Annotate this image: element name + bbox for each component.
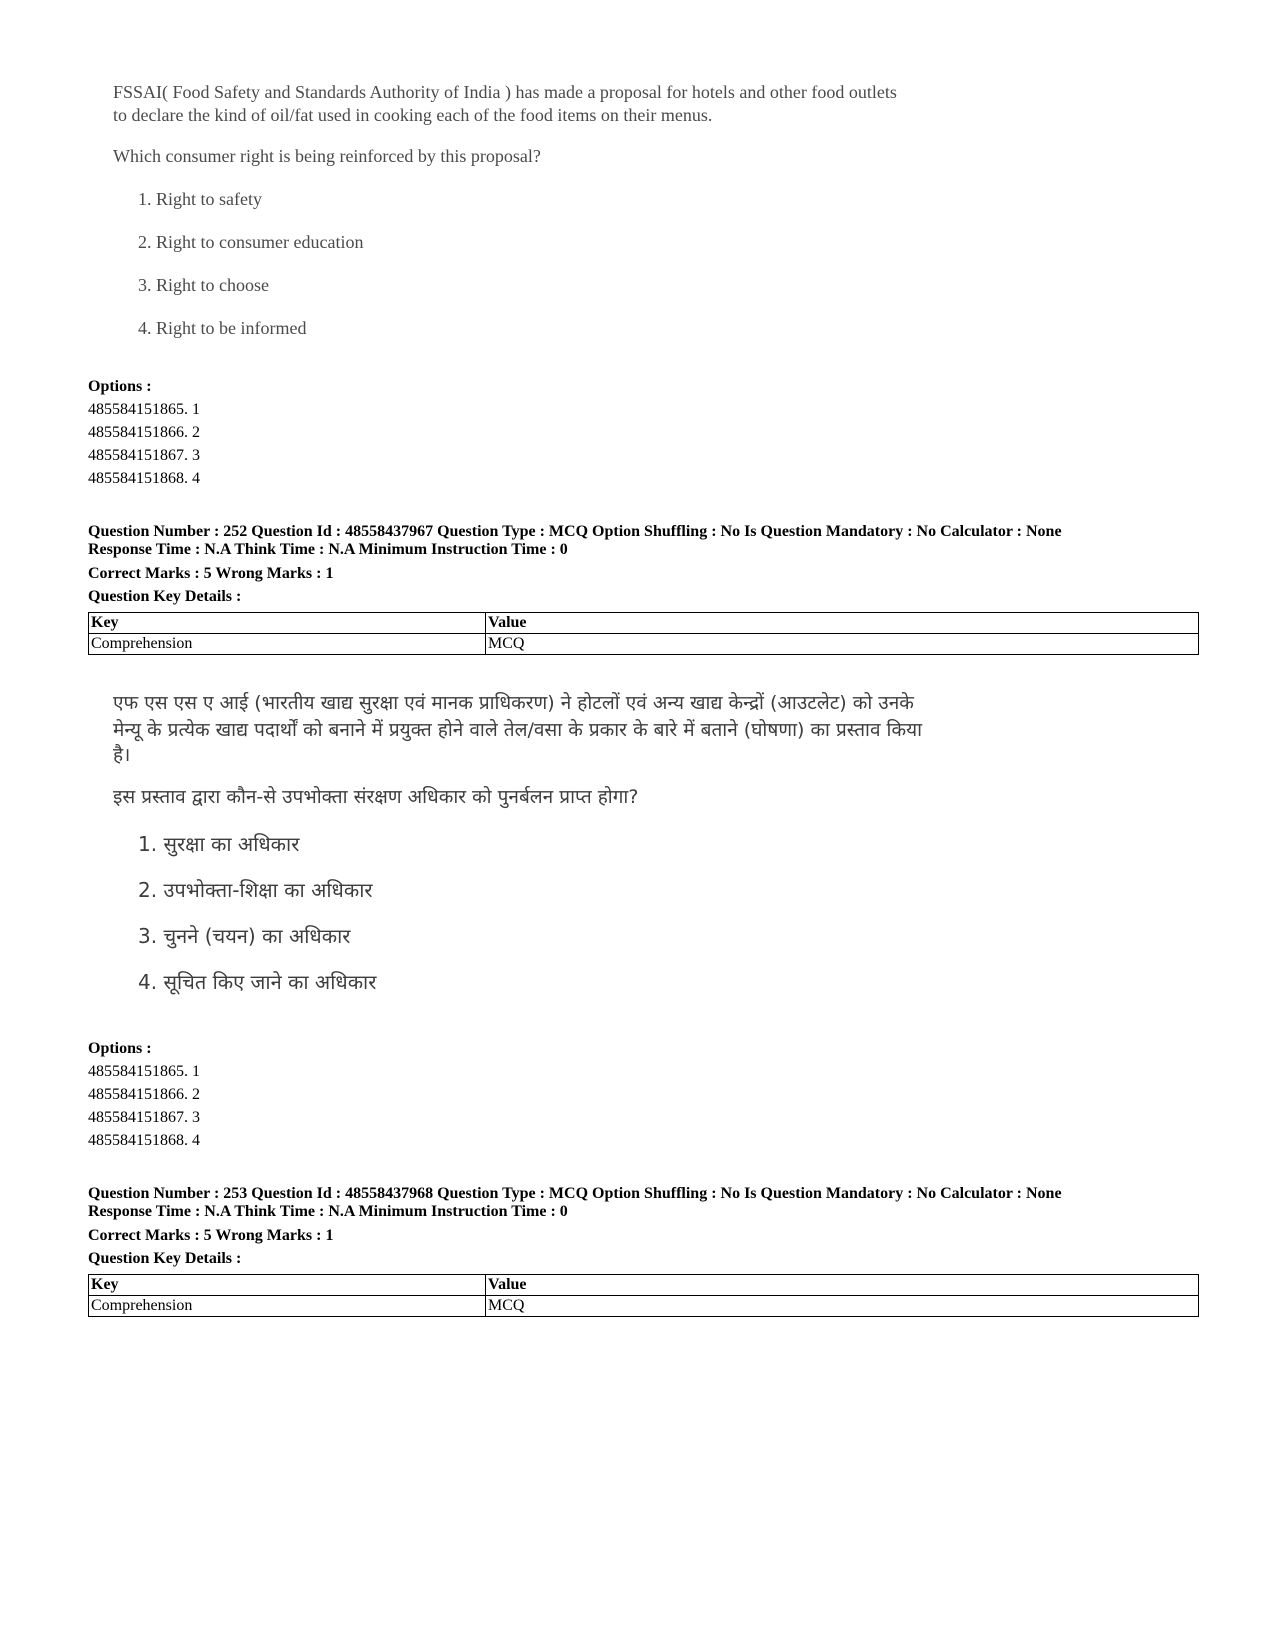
table-header-value: Value	[486, 613, 1199, 634]
table-header-row	[89, 1275, 1199, 1296]
question-intro-line: है।	[113, 744, 131, 766]
question-intro-line: to declare the kind of oil/fat used in cooking each of the food items on their menus.	[113, 105, 713, 125]
question-text: Which consumer right is being reinforced by this proposal?	[113, 146, 541, 166]
question-image-hindi	[0, 680, 1275, 1010]
question-image-english	[0, 0, 1275, 360]
question-text: इस प्रस्ताव द्वारा कौन-से उपभोक्ता संरक्षण अधिकार को पुनर्बलन प्राप्त होगा?	[113, 786, 639, 808]
table-header-row	[89, 613, 1199, 634]
option-item: 485584151865. 1	[88, 1063, 200, 1080]
option-item: 485584151868. 4	[88, 470, 200, 487]
question-choice: 1. Right to safety	[138, 189, 262, 209]
question-marks: Correct Marks : 5 Wrong Marks : 1	[88, 1227, 334, 1244]
question-choice: 4. Right to be informed	[138, 318, 307, 338]
question-intro-line: FSSAI( Food Safety and Standards Authority of India ) has made a proposal for hotels and other food outlets	[113, 82, 897, 102]
option-item: 485584151867. 3	[88, 1109, 200, 1126]
question-meta-line: Response Time : N.A Think Time : N.A Minimum Instruction Time : 0	[88, 541, 568, 558]
question-choice: 1. सुरक्षा का अधिकार	[138, 832, 300, 856]
table-cell-key: Comprehension	[89, 634, 486, 655]
question-choice: 4. सूचित किए जाने का अधिकार	[138, 970, 377, 994]
table-row	[89, 634, 1199, 655]
question-key-details-label: Question Key Details :	[88, 588, 242, 605]
question-key-table	[88, 1274, 1199, 1317]
option-item: 485584151865. 1	[88, 401, 200, 418]
question-choice: 2. उपभोक्ता-शिक्षा का अधिकार	[138, 878, 373, 902]
option-item: 485584151866. 2	[88, 1086, 200, 1103]
options-label: Options :	[88, 1040, 152, 1057]
question-meta-line: Response Time : N.A Think Time : N.A Minimum Instruction Time : 0	[88, 1203, 568, 1220]
options-label: Options :	[88, 378, 152, 395]
table-cell-value: MCQ	[486, 1296, 1199, 1317]
table-row	[89, 1296, 1199, 1317]
question-intro-line: एफ एस एस ए आई (भारतीय खाद्य सुरक्षा एवं मानक प्राधिकरण) ने होटलों एवं अन्य खाद्य केन्द्रों (आउटलेट) को उनके	[113, 692, 914, 714]
table-header-key: Key	[89, 1275, 486, 1296]
table-cell-value: MCQ	[486, 634, 1199, 655]
table-header-key: Key	[89, 613, 486, 634]
question-choice: 2. Right to consumer education	[138, 232, 364, 252]
table-cell-key: Comprehension	[89, 1296, 486, 1317]
option-item: 485584151866. 2	[88, 424, 200, 441]
question-choice: 3. Right to choose	[138, 275, 269, 295]
question-meta-line: Question Number : 252 Question Id : 48558437967 Question Type : MCQ Option Shuffling : No Is Question Mandatory : No Calculator : None	[88, 523, 1062, 540]
option-item: 485584151867. 3	[88, 447, 200, 464]
question-meta-line: Question Number : 253 Question Id : 48558437968 Question Type : MCQ Option Shuffling : No Is Question Mandatory : No Calculator : None	[88, 1185, 1062, 1202]
question-key-table	[88, 612, 1199, 655]
table-header-value: Value	[486, 1275, 1199, 1296]
question-intro-line: मेन्यू के प्रत्येक खाद्य पदार्थों को बनाने में प्रयुक्त होने वाले तेल/वसा के प्रकार के बारे में बताने (घोषणा) का प्रस्ताव किया	[113, 719, 923, 741]
option-item: 485584151868. 4	[88, 1132, 200, 1149]
question-choice: 3. चुनने (चयन) का अधिकार	[138, 924, 351, 948]
question-marks: Correct Marks : 5 Wrong Marks : 1	[88, 565, 334, 582]
question-key-details-label: Question Key Details :	[88, 1250, 242, 1267]
